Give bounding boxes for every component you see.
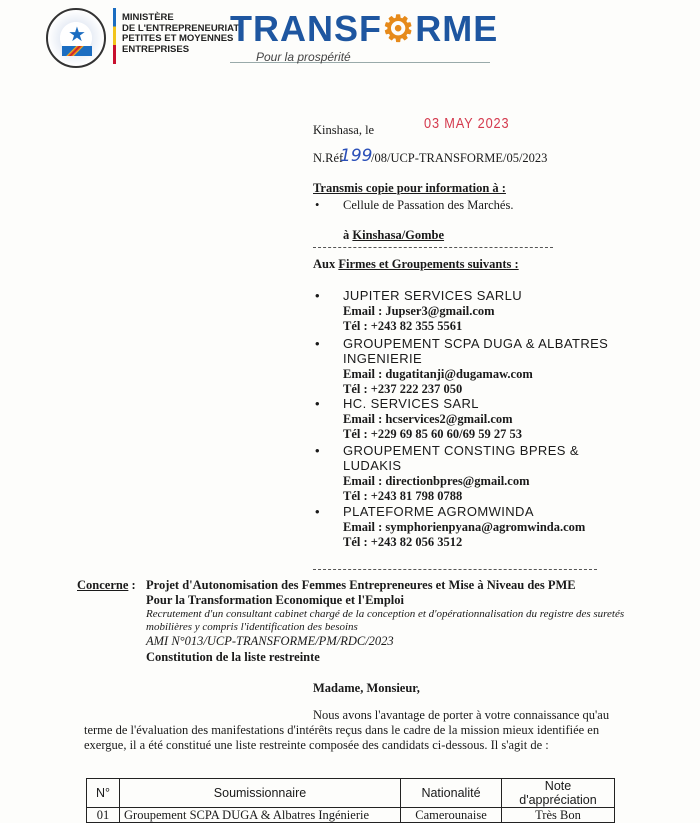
cell-rating: Très Bon	[502, 808, 615, 823]
firm-phone: Tél : +243 82 355 5561	[343, 319, 463, 333]
star-icon: ★	[68, 24, 86, 46]
cell-number: 01	[87, 808, 120, 823]
firm-name-cont: LUDAKIS	[343, 458, 402, 473]
aux-line	[313, 257, 519, 271]
date-stamp: 03 MAY 2023	[424, 115, 510, 132]
concerne-line4: mobilières y compris l'identification des besoins	[146, 621, 358, 633]
ministry-name: MINISTÈRE DE L'ENTREPRENEURIAT, PETITES ET MOYENNES ENTREPRISES	[122, 12, 241, 55]
concerne-line1: Projet d'Autonomisation des Femmes Entrepreneures et Mise à Niveau des PME	[146, 578, 576, 592]
brand-text-a: TRANSF	[230, 8, 382, 49]
copy-heading: Transmis copie pour information à :	[313, 181, 506, 195]
aux-heading: Firmes et Groupements suivants :	[338, 257, 519, 271]
firm-name: • HC. SERVICES SARL	[343, 397, 608, 411]
coat-of-arms-logo	[46, 8, 106, 68]
firm-name: • GROUPEMENT SCPA DUGA & ALBATRES	[343, 337, 608, 351]
firm-name: • GROUPEMENT CONSTING BPRES &	[343, 444, 608, 458]
shortlist-table	[86, 778, 615, 823]
firm-email: Email : Jupser3@gmail.com	[343, 304, 495, 318]
firm-phone: Tél : +229 69 85 60 60/69 59 27 53	[343, 427, 522, 441]
list-item	[343, 337, 608, 397]
list-item	[343, 289, 608, 337]
table-header-row	[87, 779, 615, 808]
firm-email: Email : symphorienpyana@agromwinda.com	[343, 520, 586, 534]
firm-name: • PLATEFORME AGROMWINDA	[343, 505, 608, 519]
city-name: Kinshasa/Gombe	[352, 228, 445, 242]
aux-prefix: Aux	[313, 257, 339, 271]
flag-icon	[62, 46, 92, 56]
cell-bidder: Groupement SCPA DUGA & Albatres Ingénierie	[120, 808, 401, 823]
brand-text-b: RME	[415, 8, 499, 49]
firm-phone: Tél : +237 222 237 050	[343, 382, 463, 396]
separator-line	[313, 247, 553, 248]
flag-divider	[113, 8, 116, 64]
place-label: Kinshasa, le	[313, 123, 375, 137]
col-header-bidder: Soumissionnaire	[120, 779, 401, 808]
tagline: Pour la prospérité	[256, 50, 351, 64]
col-header-nationality: Nationalité	[401, 779, 502, 808]
firm-phone: Tél : +243 81 798 0788	[343, 489, 463, 503]
list-item	[343, 444, 608, 505]
firm-email: Email : hcservices2@gmail.com	[343, 412, 513, 426]
city-line	[343, 228, 444, 242]
list-item	[343, 505, 608, 553]
salutation: Madame, Monsieur,	[313, 681, 420, 695]
city-prefix: à	[343, 228, 353, 242]
concerne-ami: AMI N°013/UCP-TRANSFORME/PM/RDC/2023	[146, 634, 394, 648]
body-line2: terme de l'évaluation des manifestations d'intérêts reçus dans le cadre de la mission mieux identifiée en	[84, 723, 600, 737]
col-header-rating: Note d'appréciation	[502, 779, 615, 808]
firm-list	[343, 289, 608, 553]
firm-name-cont: INGENIERIE	[343, 351, 423, 366]
concerne-line3: Recrutement d'un consultant cabinet chargé de la conception et d'opérationnalisation du registre des suretés	[146, 608, 625, 620]
firm-email: Email : dugatitanji@dugamaw.com	[343, 367, 533, 381]
concerne-line2: Pour la Transformation Economique et l'Emploi	[146, 593, 404, 607]
concerne-label-line	[77, 578, 136, 592]
separator-line-2	[313, 569, 597, 570]
concerne-colon: :	[128, 578, 136, 592]
copy-item: • Cellule de Passation des Marchés.	[343, 198, 513, 212]
firm-phone: Tél : +243 82 056 3512	[343, 535, 463, 549]
concerne-line6: Constitution de la liste restreinte	[146, 650, 320, 664]
body-line3: exergue, il a été constitué une liste restreinte composée des candidats ci-dessous. Il s'agit de :	[84, 738, 549, 752]
firm-name: • JUPITER SERVICES SARLU	[343, 289, 608, 303]
ref-number-handwritten: 199	[340, 146, 373, 166]
ref-prefix: N.Réf	[313, 151, 344, 165]
cell-nationality: Camerounaise	[401, 808, 502, 823]
firm-email: Email : directionbpres@gmail.com	[343, 474, 530, 488]
concerne-label: Concerne	[77, 578, 129, 592]
gear-icon: ⚙	[382, 8, 416, 49]
list-item	[343, 397, 608, 444]
transforme-logo	[230, 8, 498, 50]
body-line1: Nous avons l'avantage de porter à votre connaissance qu'au	[313, 708, 610, 722]
col-header-number: N°	[87, 779, 120, 808]
ref-suffix: /08/UCP-TRANSFORME/05/2023	[371, 151, 548, 165]
table-row	[87, 808, 615, 823]
